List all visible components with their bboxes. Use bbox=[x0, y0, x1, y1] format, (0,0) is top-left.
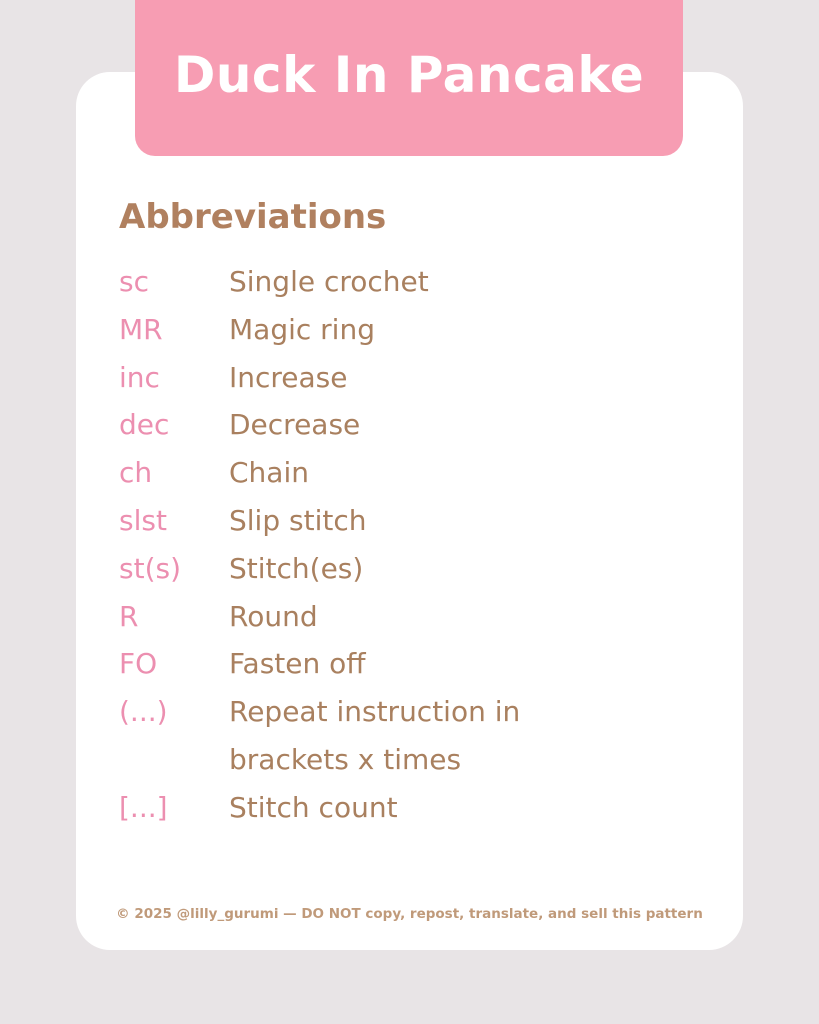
abbreviation-row bbox=[119, 593, 719, 641]
abbreviation-meaning: Slip stitch bbox=[229, 503, 367, 537]
abbreviation-row bbox=[119, 449, 719, 497]
abbreviation-row bbox=[119, 640, 719, 688]
abbreviation-code: sc bbox=[119, 265, 149, 298]
abbreviation-code: MR bbox=[119, 312, 163, 346]
abbreviation-row bbox=[119, 497, 719, 545]
abbreviation-code: [...] bbox=[119, 790, 168, 824]
abbreviation-meaning: Stitch count bbox=[229, 790, 398, 824]
abbreviation-code: dec bbox=[119, 408, 170, 442]
abbreviation-row bbox=[119, 784, 719, 832]
abbreviation-code: st(s) bbox=[119, 551, 182, 585]
abbreviation-meaning: Increase bbox=[229, 360, 348, 394]
abbreviation-code: inc bbox=[119, 360, 160, 394]
abbreviation-row bbox=[119, 545, 719, 593]
abbreviation-list bbox=[119, 258, 719, 832]
page-title: Duck In Pancake bbox=[173, 46, 645, 104]
section-heading: Abbreviations bbox=[119, 197, 387, 237]
abbreviation-row bbox=[119, 258, 719, 306]
abbreviation-meaning: Decrease bbox=[229, 408, 361, 442]
abbreviation-meaning: Single crochet bbox=[229, 265, 429, 298]
abbreviation-row bbox=[119, 306, 719, 354]
abbreviation-code: ch bbox=[119, 456, 153, 490]
abbreviation-code: FO bbox=[119, 647, 158, 681]
abbreviation-meaning: Chain bbox=[229, 456, 309, 490]
abbreviation-row bbox=[119, 401, 719, 449]
abbreviation-meaning: Stitch(es) bbox=[229, 551, 364, 585]
abbreviation-meaning: Fasten off bbox=[229, 647, 366, 681]
abbreviation-meaning: Repeat instruction in brackets x times bbox=[229, 695, 521, 776]
copyright-footer: © 2025 @lilly_gurumi — DO NOT copy, repost, translate, and sell this pattern bbox=[116, 906, 703, 922]
abbreviation-code: R bbox=[119, 599, 139, 633]
abbreviation-code: (...) bbox=[119, 695, 168, 729]
abbreviation-row bbox=[119, 688, 719, 784]
abbreviation-meaning: Round bbox=[229, 599, 318, 633]
abbreviation-code: slst bbox=[119, 503, 167, 537]
abbreviation-meaning: Magic ring bbox=[229, 312, 375, 346]
title-banner bbox=[135, 0, 683, 156]
abbreviation-row bbox=[119, 354, 719, 402]
